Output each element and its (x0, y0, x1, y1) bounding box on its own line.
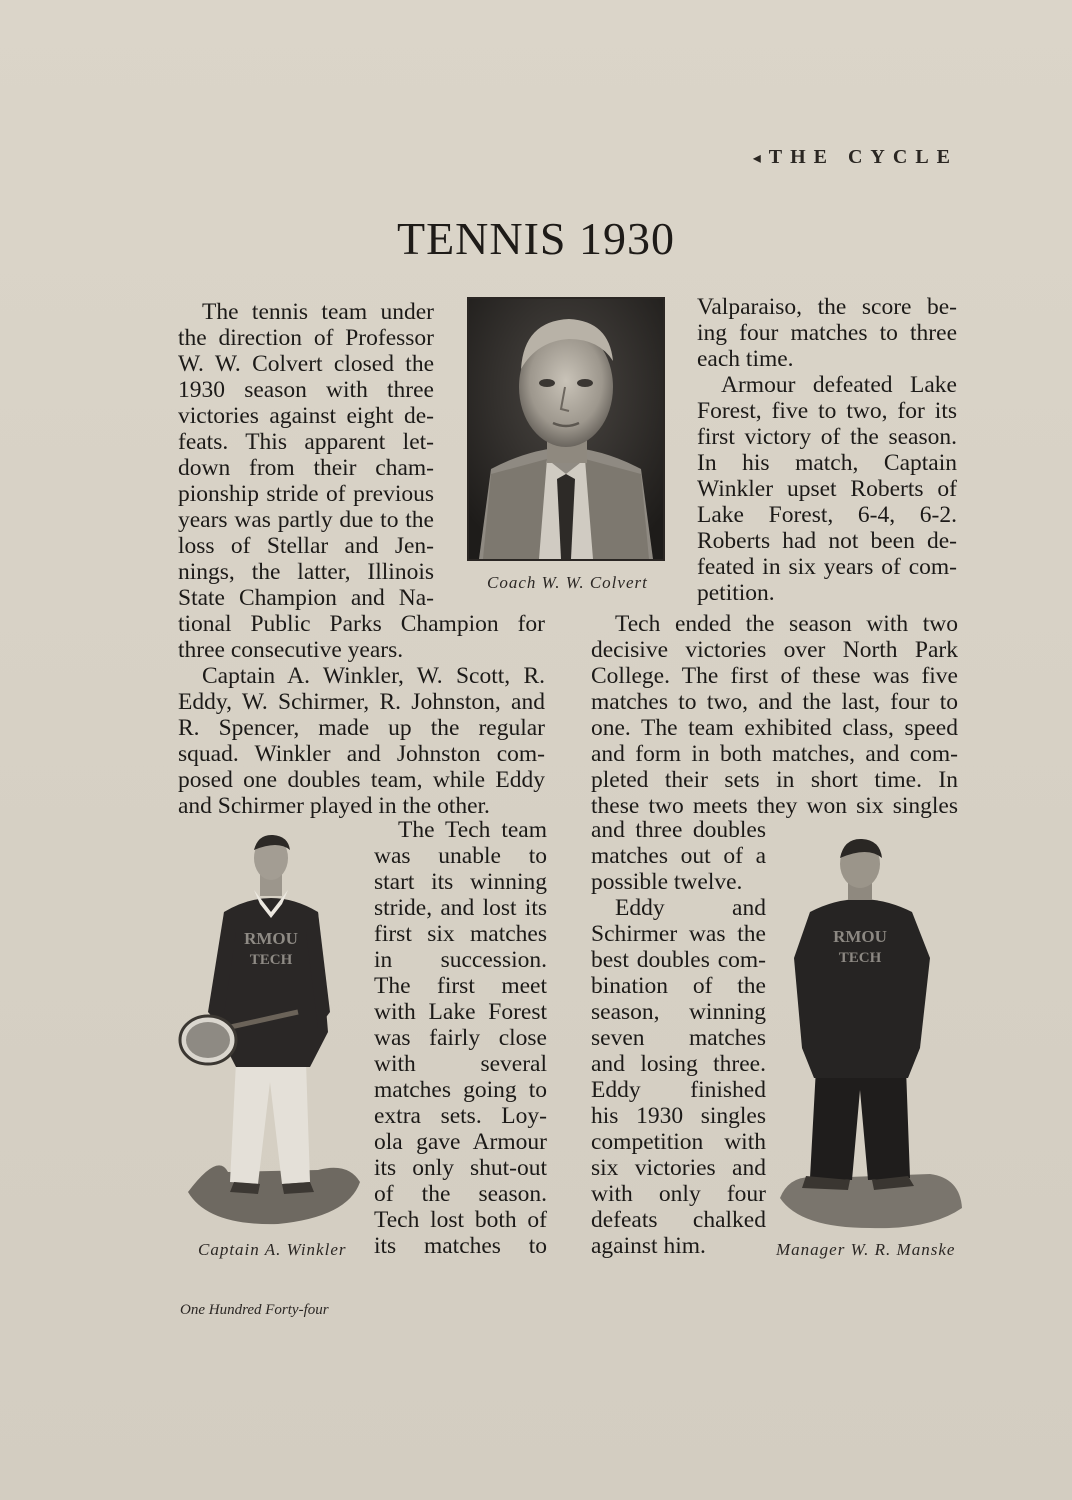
text-line: posed one doubles team, while Eddy (178, 767, 545, 793)
text-line: Tech lost both of (374, 1207, 547, 1233)
manager-sweater-lettering: RMOU (833, 927, 887, 946)
text-line: victories against eight de- (178, 403, 434, 429)
text-line: one. The team exhibited class, speed (591, 715, 958, 741)
text-line: in succession. (374, 947, 547, 973)
text-line: bination of the (591, 973, 766, 999)
text-line: defeats chalked (591, 1207, 766, 1233)
text-line: squad. Winkler and Johnston com- (178, 741, 545, 767)
text-line: decisive victories over North Park (591, 637, 958, 663)
header-label: THE CYCLE (768, 146, 958, 168)
text-line: down from their cham- (178, 455, 434, 481)
text-line: Forest, five to two, for its (697, 398, 957, 424)
text-line: 1930 season with three (178, 377, 434, 403)
text-line: Lake Forest, 6-4, 6-2. (697, 502, 957, 528)
text-line: and losing three. (591, 1051, 766, 1077)
page-title: TENNIS 1930 (396, 213, 676, 264)
manager-caption: Manager W. R. Manske (776, 1240, 956, 1259)
left-column-top-text (178, 299, 434, 611)
text-line: matches going to (374, 1077, 547, 1103)
left-column-narrow-text (374, 817, 547, 1259)
text-line: petition. (697, 580, 775, 606)
text-line: years was partly due to the (178, 507, 434, 533)
manager-photo (780, 838, 962, 1230)
text-line: Tech ended the season with two (615, 611, 958, 637)
text-line: pionship stride of previous (178, 481, 434, 507)
text-line: his 1930 singles (591, 1103, 766, 1129)
text-line: with Lake Forest (374, 999, 547, 1025)
text-line: and form in both matches, and com- (591, 741, 958, 767)
text-line: and three doubles (591, 817, 766, 843)
text-line: Eddy finished (591, 1077, 766, 1103)
right-column-narrow-text (591, 817, 766, 1259)
text-line: W. W. Colvert closed the (178, 351, 434, 377)
text-line: competition with (591, 1129, 766, 1155)
header-arrow-icon: ◂ (752, 150, 761, 167)
text-line: these two meets they won six singles (591, 793, 958, 819)
text-line: extra sets. Loy- (374, 1103, 547, 1129)
text-line: Roberts had not been de- (697, 528, 957, 554)
text-line: was fairly close (374, 1025, 547, 1051)
svg-text:TECH: TECH (838, 950, 882, 966)
text-line: Eddy and (615, 895, 766, 921)
coach-photo (467, 297, 665, 561)
text-line: nings, the latter, Illinois (178, 559, 434, 585)
text-line: six victories and (591, 1155, 766, 1181)
text-line: College. The first of these was five (591, 663, 958, 689)
text-line: Valparaiso, the score be- (697, 294, 957, 320)
text-line: State Champion and Na- (178, 585, 434, 611)
svg-text:TECH: TECH (249, 952, 293, 968)
coach-portrait-image (469, 299, 663, 559)
text-line: matches out of a (591, 843, 766, 869)
text-line: loss of Stellar and Jen- (178, 533, 434, 559)
right-column-top-text (697, 294, 957, 606)
text-line: matches to two, and the last, four to (591, 689, 958, 715)
text-line: seven matches (591, 1025, 766, 1051)
text-line: first victory of the season. (697, 424, 957, 450)
text-line: its matches to (374, 1233, 547, 1259)
text-line: three consecutive years. (178, 637, 404, 663)
text-line: In his match, Captain (697, 450, 957, 476)
text-line: with only four (591, 1181, 766, 1207)
text-line: season, winning (591, 999, 766, 1025)
text-line: of the season. (374, 1181, 547, 1207)
coach-caption: Coach W. W. Colvert (487, 573, 648, 592)
text-line: possible twelve. (591, 869, 743, 895)
left-column-full-text (178, 611, 545, 819)
text-line: was unable to (374, 843, 547, 869)
text-line: the direction of Professor (178, 325, 434, 351)
text-line: tional Public Parks Champion for (178, 611, 545, 637)
text-line: pleted their sets in short time. In (591, 767, 958, 793)
text-line: first six matches (374, 921, 547, 947)
text-line: with several (374, 1051, 547, 1077)
text-line: best doubles com- (591, 947, 766, 973)
text-line: start its winning (374, 869, 547, 895)
text-line: Eddy, W. Schirmer, R. Johnston, and (178, 689, 545, 715)
text-line: stride, and lost its (374, 895, 547, 921)
text-line: against him. (591, 1233, 706, 1259)
text-line: R. Spencer, made up the regular (178, 715, 545, 741)
text-line: ing four matches to three (697, 320, 957, 346)
text-line: Armour defeated Lake (721, 372, 957, 398)
text-line: feats. This apparent let- (178, 429, 434, 455)
text-line: Schirmer was the (591, 921, 766, 947)
captain-sweater-lettering: RMOU (244, 929, 298, 948)
text-line: its only shut-out (374, 1155, 547, 1181)
text-line: The Tech team (398, 817, 547, 843)
text-line: Captain A. Winkler, W. Scott, R. (202, 663, 545, 689)
text-line: Winkler upset Roberts of (697, 476, 957, 502)
text-line: ola gave Armour (374, 1129, 547, 1155)
text-line: The tennis team under (202, 299, 434, 325)
text-line: and Schirmer played in the other. (178, 793, 490, 819)
text-line: feated in six years of com- (697, 554, 957, 580)
right-column-full-text (591, 611, 958, 819)
text-line: each time. (697, 346, 794, 372)
captain-caption: Captain A. Winkler (198, 1240, 347, 1259)
text-line: The first meet (374, 973, 547, 999)
captain-photo (178, 832, 364, 1227)
running-header (753, 146, 958, 169)
page-number-footer: One Hundred Forty-four (180, 1302, 329, 1318)
